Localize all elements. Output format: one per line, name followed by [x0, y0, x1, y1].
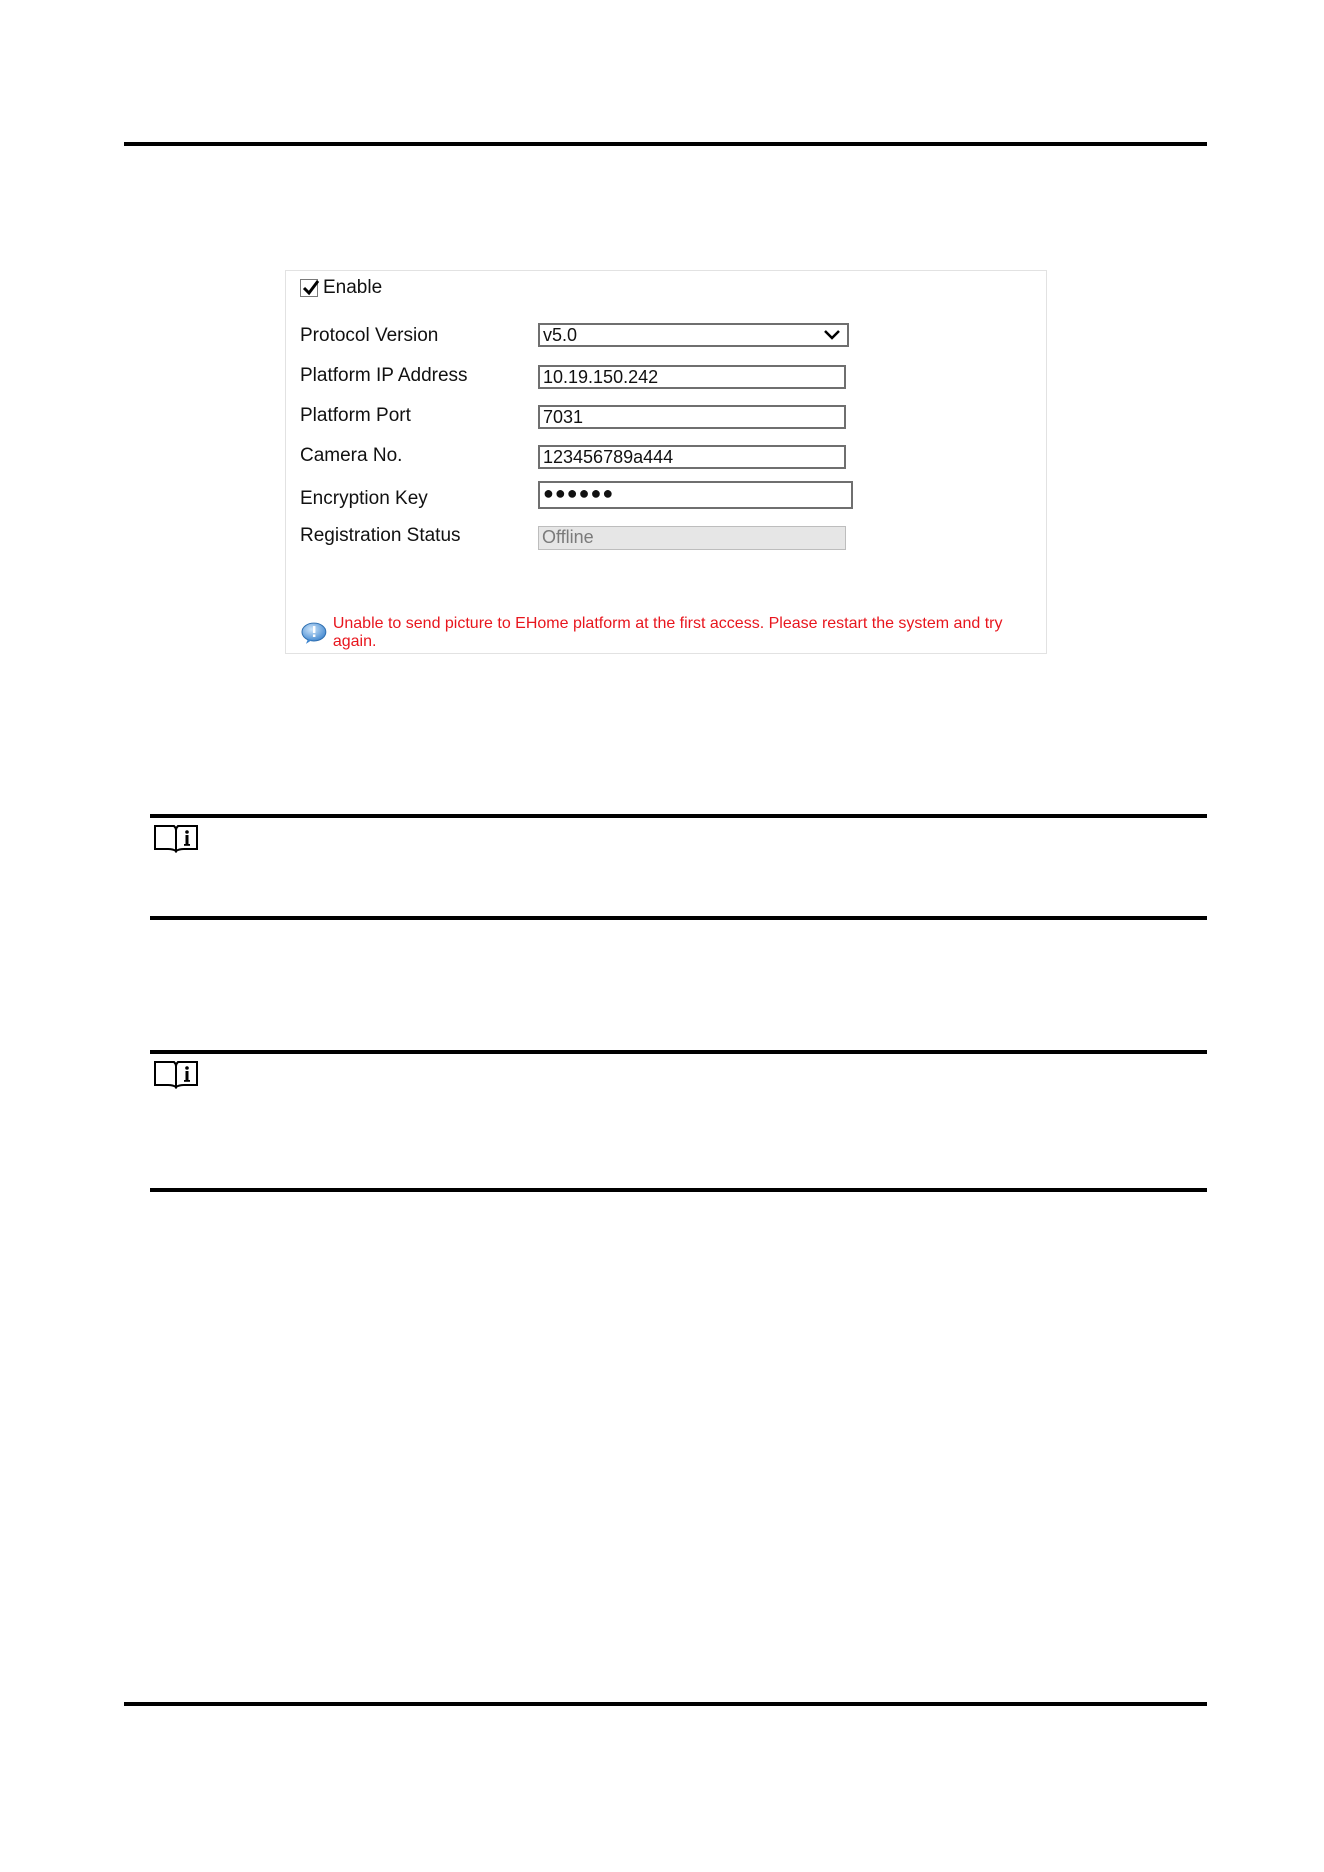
ehome-settings-panel	[285, 270, 1047, 654]
note-top-rule	[150, 814, 1207, 818]
note-bottom-rule	[150, 916, 1207, 920]
header-rule	[124, 142, 1207, 146]
warning-message	[300, 615, 1046, 651]
platform-port-label: Platform Port	[300, 405, 411, 426]
registration-status-label: Registration Status	[300, 525, 461, 546]
checkmark-icon	[300, 277, 322, 299]
protocol-version-value: v5.0	[543, 325, 578, 345]
note2-top-rule	[150, 1050, 1207, 1054]
warning-text: Unable to send picture to EHome platform at the first access. Please restart the system and try again.	[332, 615, 1003, 650]
footer-rule	[124, 1702, 1207, 1706]
platform-port-input[interactable]: 7031	[538, 405, 846, 429]
book-info-icon	[153, 1059, 199, 1089]
camera-no-input[interactable]: 123456789a444	[538, 445, 846, 469]
encryption-key-label: Encryption Key	[300, 488, 428, 509]
book-info-icon	[153, 823, 199, 853]
info-bubble-icon	[300, 621, 328, 645]
protocol-version-select[interactable]	[538, 323, 849, 347]
platform-ip-input[interactable]: 10.19.150.242	[538, 365, 846, 389]
camera-no-label: Camera No.	[300, 445, 403, 466]
chevron-down-icon	[823, 329, 841, 341]
platform-ip-label: Platform IP Address	[300, 365, 468, 386]
registration-status-field: Offline	[538, 526, 846, 550]
enable-label: Enable	[323, 277, 383, 298]
encryption-key-input[interactable]: ●●●●●●	[538, 481, 853, 509]
enable-checkbox[interactable]	[300, 279, 318, 297]
enable-row[interactable]	[300, 277, 382, 299]
protocol-version-label: Protocol Version	[300, 325, 439, 346]
note2-bottom-rule	[150, 1188, 1207, 1192]
